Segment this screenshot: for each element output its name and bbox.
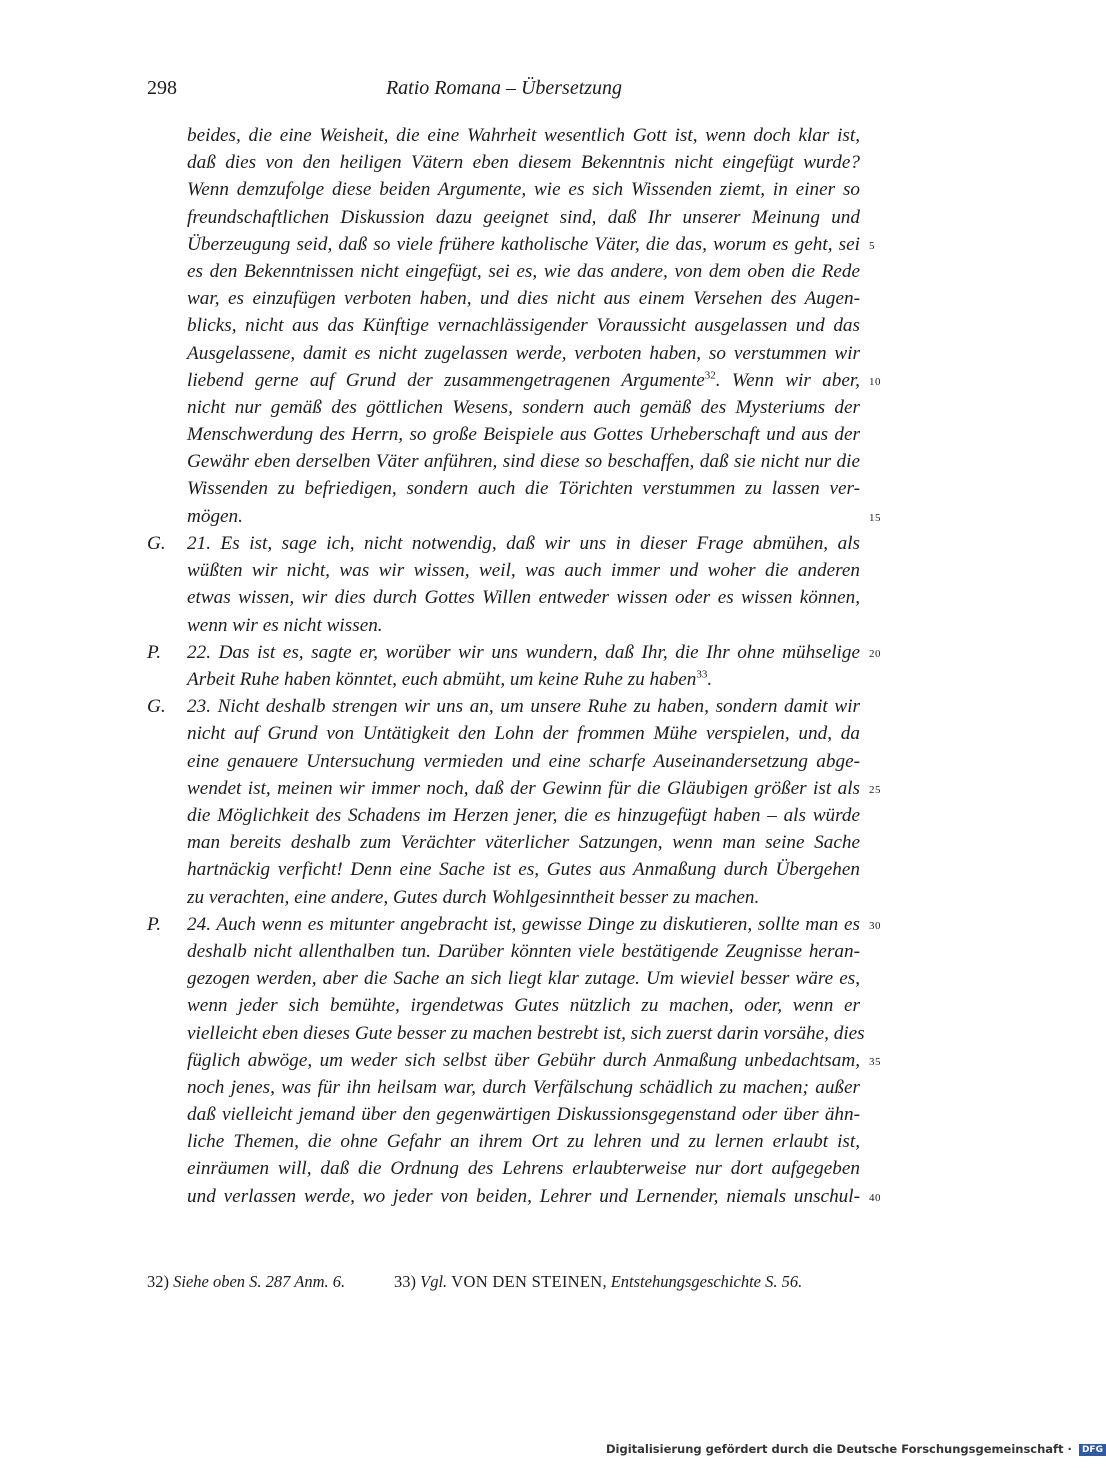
- paragraph: [187, 911, 881, 1210]
- page-header: [147, 77, 861, 105]
- text-line: [187, 666, 860, 693]
- line-text: daß vielleicht jemand über den gegenwärtigen Diskussionsgegenstand oder über ähn-: [187, 1104, 860, 1126]
- line-text: hartnäckig verficht! Denn eine Sache ist es, Gutes aus Anmaßung durch Übergehen: [187, 859, 860, 881]
- line-text: Gewähr eben derselben Väter anführen, sind diese so beschaffen, daß sie nicht nur die: [187, 451, 860, 473]
- line-text: eine genauere Untersuchung vermieden und eine scharfe Auseinandersetzung abge-: [187, 750, 860, 772]
- line-text: wenn jeder sich bemühte, irgendetwas Gutes nützlich zu machen, oder, wenn er: [187, 995, 860, 1017]
- text-line: [187, 231, 875, 258]
- paragraph: [187, 530, 860, 639]
- footnote-number: 32): [147, 1272, 169, 1291]
- line-number: 40: [869, 1191, 881, 1204]
- footnote-author: VON DEN STEINEN: [451, 1272, 603, 1291]
- running-head: Ratio Romana – Übersetzung: [385, 77, 623, 99]
- footnote-33: [394, 1272, 802, 1292]
- line-text: etwas wissen, wir dies durch Gottes Willen entweder wissen oder es wissen können,: [187, 587, 860, 609]
- text-line: [187, 748, 860, 775]
- paragraph: [187, 122, 881, 530]
- line-text: 23. Nicht deshalb strengen wir uns an, um unsere Ruhe zu haben, sondern damit wir: [187, 696, 860, 718]
- line-text: Wenn demzufolge diese beiden Argumente, wie es sich Wissenden ziemt, in einer so: [187, 179, 860, 201]
- text-line: [187, 639, 881, 666]
- text-line: [187, 176, 860, 203]
- text-line: [187, 720, 860, 747]
- text-line: [187, 312, 860, 339]
- paragraph: [187, 639, 881, 693]
- speaker-label: P.: [147, 913, 162, 935]
- speaker-label: G.: [147, 533, 166, 554]
- text-line: [187, 1128, 860, 1155]
- text-line: [187, 693, 860, 720]
- text-line: [187, 884, 860, 911]
- line-text: daß dies von den heiligen Vätern eben diesem Bekenntnis nicht eingefügt wurde?: [187, 152, 860, 174]
- footnote-text: Vgl.: [420, 1272, 448, 1291]
- footnote-text: Siehe oben S. 287 Anm. 6.: [173, 1272, 346, 1291]
- footnote-text-rest: , Entstehungsgeschichte S. 56.: [602, 1272, 803, 1291]
- line-text: nicht nur gemäß des göttlichen Wesens, sondern auch gemäß des Mysteriums der: [187, 396, 860, 418]
- text-line: [187, 992, 860, 1019]
- line-text: beides, die eine Weisheit, die eine Wahrheit wesentlich Gott ist, wenn doch klar ist,: [187, 125, 860, 146]
- line-text: war, es einzufügen verboten haben, und dies nicht aus einem Versehen des Augen-: [187, 288, 860, 310]
- line-number: 20: [869, 647, 881, 660]
- line-text: füglich abwöge, um weder sich selbst über Gebühr durch Anmaßung unbedachtsam,: [187, 1049, 860, 1071]
- text-line: [187, 258, 860, 285]
- text-line: [187, 1020, 865, 1047]
- line-text: zu verachten, eine andere, Gutes durch Wohlgesinntheit besser zu machen.: [187, 886, 760, 908]
- text-line: [187, 448, 860, 475]
- text-line: [187, 340, 860, 367]
- line-text: liche Themen, die ohne Gefahr an ihrem Ort zu lehren und zu lernen erlaubt ist,: [187, 1131, 860, 1153]
- text-line: [187, 612, 860, 639]
- text-line: [187, 1047, 881, 1074]
- text-line: [187, 285, 860, 312]
- dfg-logo-icon: DFG: [1079, 1444, 1106, 1456]
- paragraph: [187, 693, 881, 911]
- text-line: [187, 421, 860, 448]
- text-line: [187, 122, 860, 149]
- line-text: man bereits deshalb zum Verächter väterlicher Satzungen, wenn man seine Sache: [187, 832, 860, 854]
- line-text: einräumen will, daß die Ordnung des Lehrens erlaubterweise nur dort aufgegeben: [187, 1158, 860, 1180]
- speaker-label: P.: [147, 641, 162, 663]
- line-text: noch jenes, was für ihn heilsam war, durch Verfälschung schädlich zu machen; außer: [187, 1076, 860, 1098]
- line-text: blicks, nicht aus das Künftige vernachlässigender Voraussicht ausgelassen und das: [187, 315, 860, 337]
- line-text: 21. Es ist, sage ich, nicht notwendig, daß wir uns in dieser Frage abmühen, als: [187, 533, 860, 554]
- text-line: [187, 503, 881, 530]
- line-number: 5: [869, 239, 875, 252]
- line-number: 35: [869, 1055, 881, 1068]
- text-line: [187, 856, 860, 883]
- text-line: [187, 530, 860, 557]
- digitization-credit: [606, 1442, 1106, 1456]
- text-line: [187, 475, 860, 502]
- text-line: [187, 394, 860, 421]
- line-text-tail: .: [707, 668, 713, 690]
- line-number: 15: [869, 511, 881, 524]
- line-number: 25: [869, 783, 881, 796]
- line-text: 24. Auch wenn es mitunter angebracht ist, gewisse Dinge zu diskutieren, sollte man es: [187, 913, 860, 935]
- line-number: 30: [869, 919, 881, 932]
- line-text: wendet ist, meinen wir immer noch, daß der Gewinn für die Gläubigen größer ist als: [187, 777, 860, 799]
- text-line: [187, 149, 860, 176]
- line-text: mögen.: [187, 505, 243, 527]
- line-text: nicht auf Grund von Untätigkeit den Lohn der frommen Mühe verspielen, und, da: [187, 723, 860, 745]
- page-number: 298: [147, 77, 177, 99]
- line-text: freundschaftlichen Diskussion dazu geeignet sind, daß Ihr unserer Meinung und: [187, 206, 860, 228]
- text-line: [187, 938, 860, 965]
- text-line: [187, 1155, 860, 1182]
- line-number: 10: [869, 375, 881, 388]
- text-line: [187, 1101, 860, 1128]
- text-line: [187, 829, 860, 856]
- footnote-reference[interactable]: 32: [704, 369, 716, 382]
- text-line: [187, 1183, 881, 1210]
- line-text-tail: . Wenn wir aber,: [715, 369, 860, 391]
- line-text: liebend gerne auf Grund der zusammengetragenen Argumente: [187, 369, 705, 391]
- footnote-reference[interactable]: 33: [696, 668, 708, 681]
- text-line: [187, 802, 860, 829]
- text-line: [187, 367, 881, 394]
- line-text: Arbeit Ruhe haben könntet, euch abmüht, um keine Ruhe zu haben: [187, 668, 697, 690]
- line-text: gezogen werden, aber die Sache an sich liegt klar zutage. Um wieviel besser wäre es,: [187, 968, 860, 990]
- line-text: vielleicht eben dieses Gute besser zu machen bestrebt ist, sich zuerst darin vorsähe, dies: [187, 1022, 865, 1044]
- text-line: [187, 584, 860, 611]
- line-text: Wissenden zu befriedigen, sondern auch die Törichten verstummen zu lassen ver-: [187, 478, 860, 500]
- text-line: [187, 557, 860, 584]
- speaker-label: G.: [147, 696, 166, 718]
- text-line: [187, 965, 860, 992]
- text-line: [187, 204, 860, 231]
- line-text: 22. Das ist es, sagte er, worüber wir uns wundern, daß Ihr, die Ihr ohne mühselige: [187, 641, 860, 663]
- line-text: Überzeugung seid, daß so viele frühere katholische Väter, die das, worum es geht, sei: [187, 233, 860, 255]
- line-text: und verlassen werde, wo jeder von beiden, Lehrer und Lernender, niemals unschul-: [187, 1185, 860, 1207]
- line-text: Menschwerdung des Herrn, so große Beispiele aus Gottes Urheberschaft und aus der: [187, 424, 860, 446]
- line-text: es den Bekenntnissen nicht eingefügt, sei es, wie das andere, von dem oben die Rede: [187, 260, 860, 282]
- line-text: Ausgelassene, damit es nicht zugelassen werde, verboten haben, so verstummen wir: [187, 342, 860, 364]
- text-line: [187, 775, 881, 802]
- text-line: [187, 1074, 860, 1101]
- footnote-number: 33): [394, 1272, 416, 1291]
- line-text: deshalb nicht allenthalben tun. Darüber könnten viele bestätigende Zeugnisse heran-: [187, 940, 860, 962]
- line-text: die Möglichkeit des Schadens im Herzen jener, die es hinzugefügt haben – als würde: [187, 804, 860, 826]
- text-line: [187, 911, 881, 938]
- footnote-32: [147, 1272, 345, 1292]
- line-text: wenn wir es nicht wissen.: [187, 614, 383, 636]
- line-text: wüßten wir nicht, was wir wissen, weil, was auch immer und woher die anderen: [187, 560, 860, 582]
- credit-text: Digitalisierung gefördert durch die Deutsche Forschungsgemeinschaft ·: [606, 1442, 1072, 1456]
